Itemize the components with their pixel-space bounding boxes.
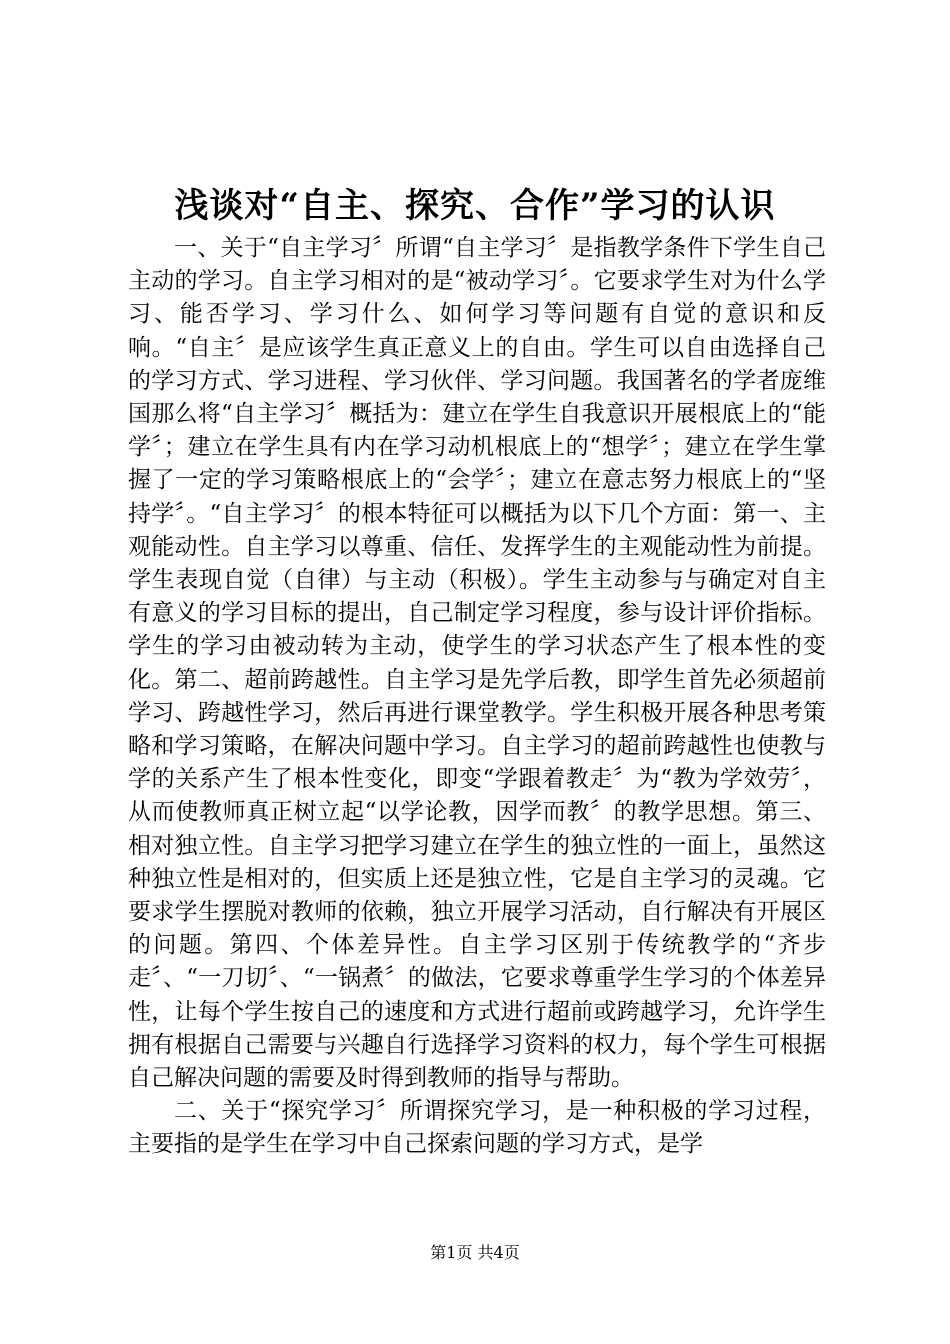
document-title: 浅谈对“自主、探究、合作”学习的认识 [174,186,776,226]
page-number-footer: 第1页 共4页 [430,1243,520,1262]
document-body [128,232,826,1162]
paragraph-inquiry-learning: 二、关于“探究学习〞所谓探究学习，是一种积极的学习过程，主要指的是学生在学习中自己探索问题的学习方式，是学 [128,1098,826,1158]
paragraph-autonomous-learning: 一、关于“自主学习〞所谓“自主学习〞是指教学条件下学生自己主动的学习。自主学习相对的是“被动学习〞。它要求学生对为什么学习、能否学习、学习什么、如何学习等问题有自觉的意识和反响。“自主〞是应该学生真正意义上的自由。学生可以自由选择自己的学习方式、学习进程、学习伙伴、学习问题。我国著名的学者庞维国那么将“自主学习〞概括为：建立在学生自我意识开展根底上的“能学〞；建立在学生具有内在学习动机根底上的“想学〞；建立在学生掌握了一定的学习策略根底上的“会学〞；建立在意志努力根底上的“坚持学〞。“自主学习〞的根本特征可以概括为以下几个方面：第一、主观能动性。自主学习以尊重、信任、发挥学生的主观能动性为前提。学生表现自觉（自律）与主动（积极）。学生主动参与与确定对自主有意义的学习目标的提出，自己制定学习程度，参与设计评价指标。学生的学习由被动转为主动，使学生的学习状态产生了根本性的变化。第二、超前跨越性。自主学习是先学后教，即学生首先必须超前学习、跨越性学习，然后再进行课堂教学。学生积极开展各种思考策略和学习策略，在解决问题中学习。自主学习的超前跨越性也使教与学的关系产生了根本性变化，即变“学跟着教走〞为“教为学效劳〞，从而使教师真正树立起“以学论教，因学而教〞的教学思想。第三、相对独立性。自主学习把学习建立在学生的独立性的一面上，虽然这种独立性是相对的，但实质上还是独立性，它是自主学习的灵魂。它要求学生摆脱对教师的依赖，独立开展学习活动，自行解决有开展区的问题。第四、个体差异性。自主学习区别于传统教学的“齐步走〞、“一刀切〞、“一锅煮〞的做法，它要求尊重学生学习的个体差异性，让每个学生按自己的速度和方式进行超前或跨越学习，允许学生拥有根据自己需要与兴趣自行选择学习资料的权力，每个学生可根据自己解决问题的需要及时得到教师的指导与帮助。 [128,235,826,1092]
